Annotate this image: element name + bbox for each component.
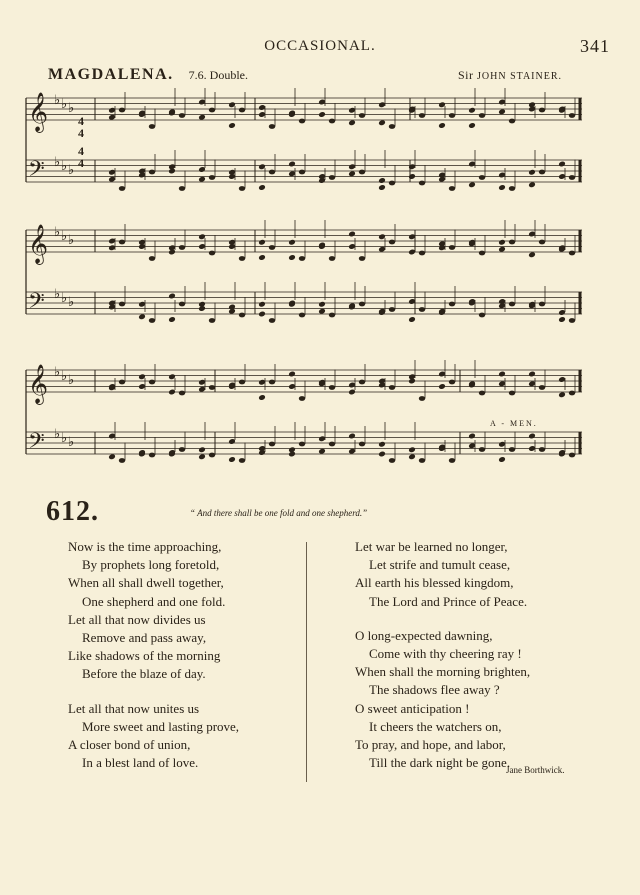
- note-head: [408, 173, 416, 180]
- verse-line: Before the blaze of day.: [82, 666, 206, 682]
- time-signature: 4: [78, 156, 84, 170]
- note-head: [378, 184, 386, 191]
- note-head: [498, 456, 506, 463]
- verse-line: A closer bond of union,: [68, 737, 191, 753]
- flat-sign: ♭: [54, 364, 61, 379]
- tune-meter: 7.6. Double.: [188, 68, 248, 82]
- note-head: [468, 181, 476, 188]
- note-head: [359, 380, 365, 385]
- note-head: [569, 175, 575, 180]
- note-head: [539, 108, 545, 113]
- note-head: [299, 396, 305, 401]
- note-head: [269, 380, 275, 385]
- note-head: [299, 119, 305, 124]
- flat-sign: ♭: [61, 96, 68, 111]
- note-head: [198, 446, 206, 453]
- verse-line: O long-expected dawning,: [355, 627, 493, 643]
- note-head: [558, 161, 566, 168]
- note-head: [389, 307, 395, 312]
- note-head: [539, 447, 545, 452]
- note-head: [299, 442, 305, 447]
- verse-line: Now is the time approaching,: [68, 539, 222, 554]
- note-head: [329, 442, 335, 447]
- stanza-break: [355, 611, 530, 627]
- note-head: [108, 453, 116, 460]
- hymn-epigraph: “ And there shall be one fold and one shepherd.”: [190, 508, 368, 518]
- note-head: [269, 318, 275, 323]
- note-head: [449, 380, 455, 385]
- note-head: [119, 458, 125, 463]
- note-head: [209, 385, 215, 390]
- note-head: [348, 119, 356, 126]
- note-head: [168, 316, 176, 323]
- note-head: [419, 251, 425, 256]
- note-head: [239, 108, 245, 113]
- note-head: [209, 318, 215, 323]
- note-head: [179, 186, 185, 191]
- note-head: [288, 161, 296, 168]
- bass-clef: 𝄢: [28, 157, 45, 187]
- time-signature: 4: [78, 144, 84, 158]
- flat-sign: ♭: [54, 426, 61, 441]
- composer-prefix: Sir: [458, 68, 474, 82]
- note-head: [119, 186, 125, 191]
- note-head: [318, 301, 326, 308]
- note-head: [509, 186, 515, 191]
- note-head: [479, 251, 485, 256]
- flat-sign: ♭: [54, 92, 61, 107]
- note-head: [449, 245, 455, 250]
- verse-line: Like shadows of the morning: [68, 648, 221, 664]
- composer-name: JOHN STAINER.: [477, 71, 562, 82]
- note-head: [359, 170, 365, 175]
- note-head: [449, 113, 455, 118]
- verse-line: Let war be learned no longer,: [355, 539, 508, 554]
- flat-sign: ♭: [54, 154, 61, 169]
- note-head: [288, 451, 296, 458]
- note-head: [149, 380, 155, 385]
- note-head: [348, 170, 356, 177]
- note-head: [149, 256, 155, 261]
- note-head: [438, 383, 446, 390]
- note-head: [449, 302, 455, 307]
- note-head: [449, 458, 455, 463]
- note-head: [408, 316, 416, 323]
- treble-clef: 𝄞: [28, 364, 49, 404]
- note-head: [329, 256, 335, 261]
- note-head: [179, 391, 185, 396]
- note-head: [228, 122, 236, 129]
- note-head: [528, 251, 536, 258]
- note-head: [119, 302, 125, 307]
- flat-sign: ♭: [68, 294, 75, 309]
- note-head: [198, 305, 206, 312]
- note-head: [468, 122, 476, 129]
- verse-line: It cheers the watchers on,: [369, 718, 502, 734]
- note-head: [119, 240, 125, 245]
- note-head: [509, 119, 515, 124]
- note-head: [269, 124, 275, 129]
- note-head: [359, 113, 365, 118]
- note-head: [329, 119, 335, 124]
- hymn-number: 612.: [46, 496, 99, 527]
- flat-sign: ♭: [54, 286, 61, 301]
- note-head: [149, 124, 155, 129]
- note-head: [509, 391, 515, 396]
- note-head: [258, 254, 266, 261]
- note-head: [539, 385, 545, 390]
- note-head: [149, 318, 155, 323]
- note-head: [149, 170, 155, 175]
- treble-clef: 𝄞: [28, 224, 49, 264]
- note-head: [378, 441, 386, 448]
- note-head: [258, 394, 266, 401]
- note-head: [479, 391, 485, 396]
- note-head: [528, 371, 536, 378]
- note-head: [539, 240, 545, 245]
- verse-line: Come with thy cheering ray !: [369, 646, 522, 662]
- note-head: [539, 302, 545, 307]
- note-head: [509, 447, 515, 452]
- note-head: [528, 181, 536, 188]
- note-head: [528, 433, 536, 440]
- time-signature: 4: [78, 114, 84, 128]
- note-head: [239, 186, 245, 191]
- verse-line: When shall the morning brighten,: [355, 664, 531, 680]
- note-head: [198, 176, 206, 183]
- note-head: [119, 108, 125, 113]
- running-head: OCCASIONAL.: [264, 38, 376, 54]
- note-head: [149, 453, 155, 458]
- flat-sign: ♭: [68, 162, 75, 177]
- note-head: [569, 453, 575, 458]
- note-head: [359, 302, 365, 307]
- note-head: [198, 453, 206, 460]
- verse-line: All earth his blessed kingdom,: [355, 575, 514, 591]
- bass-clef: 𝄢: [28, 429, 45, 459]
- note-head: [168, 293, 176, 300]
- note-head: [288, 254, 296, 261]
- note-head: [179, 447, 185, 452]
- note-head: [288, 239, 296, 246]
- hymn-author: Jane Borthwick.: [506, 765, 565, 775]
- note-head: [348, 433, 356, 440]
- verse-line: Let all that now unites us: [68, 700, 200, 716]
- note-head: [318, 308, 326, 315]
- note-head: [329, 313, 335, 318]
- amen-label: A - MEN.: [490, 419, 538, 428]
- note-head: [329, 385, 335, 390]
- verse-line: In a blest land of love.: [82, 755, 199, 771]
- note-head: [209, 453, 215, 458]
- note-head: [389, 124, 395, 129]
- time-signature: 4: [78, 126, 84, 140]
- note-head: [119, 380, 125, 385]
- note-head: [408, 453, 416, 460]
- flat-sign: ♭: [68, 100, 75, 115]
- verse-line: Till the dark night be gone.: [369, 755, 511, 771]
- note-head: [378, 119, 386, 126]
- note-head: [509, 302, 515, 307]
- flat-sign: ♭: [54, 224, 61, 239]
- verse-line: The shadows flee away ?: [369, 682, 500, 698]
- flat-sign: ♭: [61, 430, 68, 445]
- note-head: [258, 301, 266, 308]
- note-head: [209, 108, 215, 113]
- note-head: [239, 313, 245, 318]
- flat-sign: ♭: [61, 158, 68, 173]
- note-head: [258, 239, 266, 246]
- flat-sign: ♭: [61, 290, 68, 305]
- note-head: [479, 113, 485, 118]
- note-head: [179, 302, 185, 307]
- stanza-break: [68, 684, 239, 700]
- note-head: [569, 113, 575, 118]
- note-head: [419, 458, 425, 463]
- note-head: [179, 245, 185, 250]
- note-head: [419, 113, 425, 118]
- note-head: [269, 442, 275, 447]
- note-head: [419, 307, 425, 312]
- note-head: [228, 308, 236, 315]
- note-head: [389, 385, 395, 390]
- note-head: [209, 175, 215, 180]
- verse-line: Let strife and tumult cease,: [369, 557, 511, 573]
- note-head: [239, 458, 245, 463]
- bass-clef: 𝄢: [28, 289, 45, 319]
- note-head: [419, 181, 425, 186]
- verse-line: The Lord and Prince of Peace.: [369, 593, 528, 609]
- note-head: [288, 371, 296, 378]
- verse-line: By prophets long foretold,: [82, 557, 220, 573]
- verse-line: To pray, and hope, and labor,: [355, 737, 506, 753]
- note-head: [359, 256, 365, 261]
- verse-line: More sweet and lasting prove,: [82, 718, 240, 734]
- note-head: [569, 318, 575, 323]
- note-head: [509, 240, 515, 245]
- note-head: [498, 108, 506, 115]
- note-head: [269, 245, 275, 250]
- note-head: [318, 111, 326, 118]
- verse-line: When all shall dwell together,: [68, 575, 224, 591]
- tune-name: MAGDALENA.: [48, 66, 174, 83]
- note-head: [419, 396, 425, 401]
- verse-line: Let all that now divides us: [68, 611, 206, 627]
- note-head: [258, 311, 266, 318]
- flat-sign: ♭: [68, 434, 75, 449]
- note-head: [228, 456, 236, 463]
- note-head: [168, 168, 176, 175]
- hymn-column-right: [355, 538, 530, 772]
- note-head: [348, 231, 356, 238]
- note-head: [179, 113, 185, 118]
- note-head: [329, 175, 335, 180]
- note-head: [359, 442, 365, 447]
- flat-sign: ♭: [61, 368, 68, 383]
- note-head: [299, 313, 305, 318]
- note-head: [318, 448, 326, 455]
- note-head: [558, 391, 566, 398]
- note-head: [299, 170, 305, 175]
- verse-line: One shepherd and one fold.: [82, 593, 226, 609]
- note-head: [479, 447, 485, 452]
- note-head: [569, 251, 575, 256]
- note-head: [468, 433, 476, 440]
- column-divider: [306, 542, 307, 782]
- note-head: [389, 458, 395, 463]
- note-head: [299, 256, 305, 261]
- note-head: [389, 181, 395, 186]
- note-head: [378, 177, 386, 184]
- note-head: [449, 186, 455, 191]
- note-head: [269, 170, 275, 175]
- flat-sign: ♭: [61, 228, 68, 243]
- note-head: [569, 391, 575, 396]
- note-head: [378, 451, 386, 458]
- note-head: [239, 256, 245, 261]
- note-head: [479, 313, 485, 318]
- page-number: 341: [580, 36, 610, 56]
- note-head: [408, 446, 416, 453]
- note-head: [468, 107, 476, 114]
- note-head: [408, 378, 416, 385]
- flat-sign: ♭: [68, 372, 75, 387]
- hymn-column-left: [68, 538, 239, 772]
- flat-sign: ♭: [68, 232, 75, 247]
- note-head: [498, 239, 506, 246]
- note-head: [438, 122, 446, 129]
- note-head: [558, 316, 566, 323]
- verse-line: O sweet anticipation !: [355, 700, 470, 716]
- note-head: [498, 371, 506, 378]
- note-head: [498, 246, 506, 253]
- note-head: [498, 184, 506, 191]
- treble-clef: 𝄞: [28, 92, 49, 132]
- note-head: [209, 251, 215, 256]
- verse-line: Remove and pass away,: [82, 630, 207, 646]
- note-head: [528, 169, 536, 176]
- note-head: [389, 240, 395, 245]
- note-head: [239, 380, 245, 385]
- note-head: [539, 170, 545, 175]
- note-head: [138, 313, 146, 320]
- note-head: [479, 175, 485, 180]
- note-head: [198, 114, 206, 121]
- note-head: [258, 184, 266, 191]
